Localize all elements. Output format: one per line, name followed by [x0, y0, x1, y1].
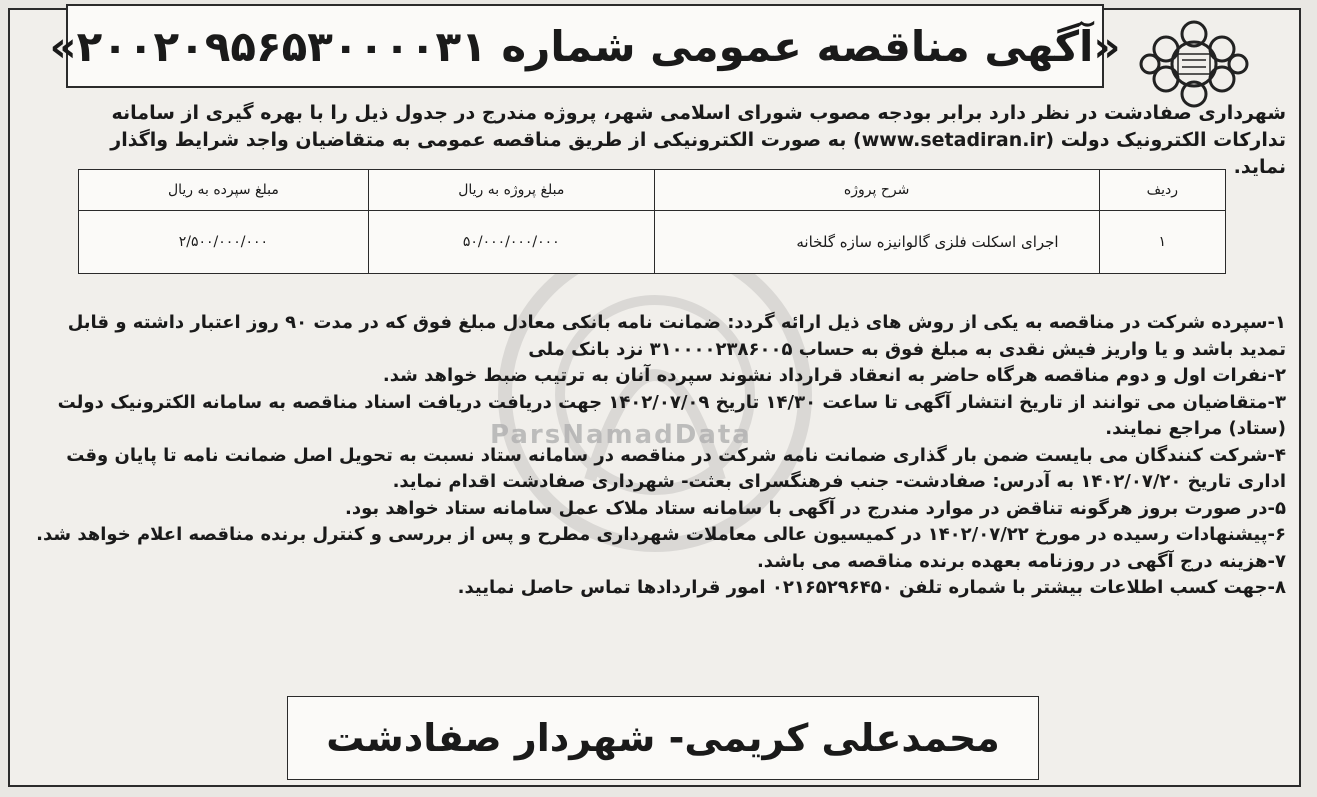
- intro-paragraph: شهرداری صفادشت در نظر دارد برابر بودجه مصوب شورای اسلامی شهر، پروژه مندرج در جدول ذیل را با بهره گیری از سامانه تدارکات الکترونیک دولت (www.setadiran.ir) به صورت الکترونیکی از طریق مناقصه عمومی به متقاضیان واجد شرایط واگذار نماید.: [110, 102, 1286, 178]
- tender-table: [78, 169, 1226, 274]
- cell-deposit-amount: ۲/۵۰۰/۰۰۰/۰۰۰: [79, 211, 369, 274]
- header-project-description: شرح پروژه: [654, 170, 1099, 211]
- signature-box: [287, 696, 1039, 780]
- signature-text: محمدعلی کریمی- شهردار صفادشت: [326, 716, 1000, 760]
- cell-row-number: ۱: [1099, 211, 1225, 274]
- term-1: ۱-سپرده شرکت در مناقصه به یکی از روش های ذیل ارائه گردد: ضمانت نامه بانکی معادل مبلغ فوق که در مدت ۹۰ روز اعتبار داشته و قابل تمدید باشد و یا واریز فیش نقدی به مبلغ فوق به حساب ۳۱۰۰۰۰۲۳۸۶۰۰۵ نزد بانک ملی: [67, 312, 1286, 360]
- notice-title: «آگهی مناقصه عمومی شماره ۲۰۰۲۰۹۵۶۵۳۰۰۰۰۳۱»: [49, 21, 1121, 71]
- table-header-row: [79, 170, 1226, 211]
- table-row: [79, 211, 1226, 274]
- cell-project-amount: ۵۰/۰۰۰/۰۰۰/۰۰۰: [368, 211, 654, 274]
- watermark-text: ParsNamadData: [490, 420, 752, 450]
- title-box: [49, 4, 1121, 88]
- term-2: ۲-نفرات اول و دوم مناقصه هرگاه حاضر به انعقاد قرارداد نشوند سپرده آنان به ترتیب ضبط خواهد شد.: [382, 365, 1286, 386]
- header-row-number: ردیف: [1099, 170, 1225, 211]
- term-6: ۶-پیشنهادات رسیده در مورخ ۱۴۰۲/۰۷/۲۲ در کمیسیون عالی معاملات شهرداری مطرح و پس از بررسی و کنترل برنده مناقصه اعلام خواهد شد.: [36, 524, 1286, 545]
- header-project-amount: مبلغ پروژه به ریال: [368, 170, 654, 211]
- terms-list: [30, 310, 1286, 602]
- term-3: ۳-متقاضیان می توانند از تاریخ انتشار آگهی تا ساعت ۱۴/۳۰ تاریخ ۱۴۰۲/۰۷/۰۹ جهت دریافت دریافت اسناد مناقصه به سامانه الکترونیک دولت (ستاد) مراجع نمایند.: [57, 391, 1286, 439]
- municipality-seal-icon: [1136, 14, 1252, 114]
- term-5: ۵-در صورت بروز هرگونه تناقض در موارد مندرج در آگهی با سامانه ستاد ملاک عمل سامانه ستاد خواهد بود.: [345, 497, 1286, 519]
- header-deposit-amount: مبلغ سپرده به ریال: [79, 170, 369, 211]
- term-4: ۴-شرکت کنندگان می بایست ضمن بار گذاری ضمانت نامه شرکت در مناقصه در سامانه ستاد نسبت به تحویل اصل ضمانت نامه تا پایان وقت اداری تاریخ ۱۴۰۲/۰۷/۲۰ به آدرس: صفادشت- جنب فرهنگسرای بعثت- شهرداری صفادشت اقدام نماید.: [66, 444, 1286, 492]
- cell-project-description: اجرای اسکلت فلزی گالوانیزه سازه گلخانه: [654, 211, 1099, 274]
- term-7: ۷-هزینه درج آگهی در روزنامه بعهده برنده مناقصه می باشد.: [756, 550, 1286, 572]
- term-8: ۸-جهت کسب اطلاعات بیشتر با شماره تلفن ۰۲۱۶۵۲۹۶۴۵۰ امور قراردادها تماس حاصل نمایید.: [457, 577, 1286, 598]
